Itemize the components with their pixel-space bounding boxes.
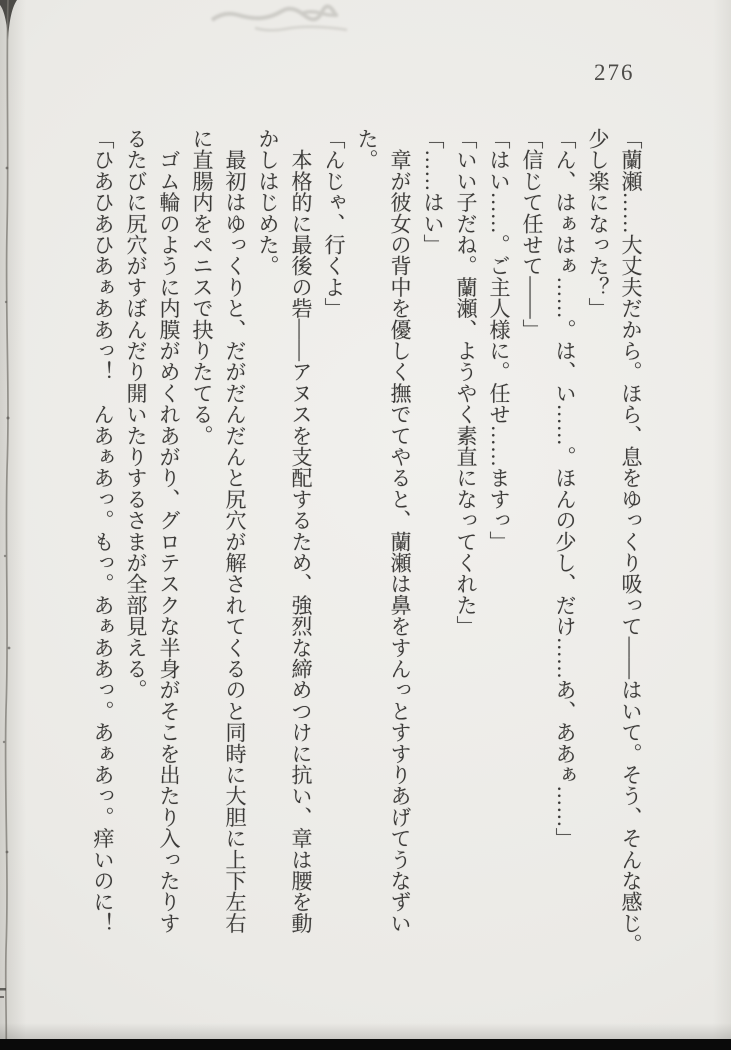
- text-line: に直腸内をペニスで抉りたてる。: [190, 128, 214, 446]
- text-line: 「蘭瀬……大丈夫だから。ほら、息をゆっくり吸って――はいて。そう、そんな感じ。: [619, 128, 643, 955]
- text-line: 「いい子だね。蘭瀬、ようやく素直になってくれた」: [454, 128, 478, 637]
- text-line: ゴム輪のように内膜がめくれあがり、グロテスクな半身がそこを出たり入ったりす: [157, 128, 181, 934]
- text-line: 「はい……。ご主人様に。任せ……ますっ」: [487, 128, 511, 552]
- ink-bleed-smudge: [0, 0, 731, 60]
- text-line: 「……はい」: [421, 128, 445, 256]
- text-line: 「信じて任せて――」: [520, 128, 544, 340]
- text-line: 「んじゃ、行くよ」: [322, 128, 346, 319]
- text-line: るたびに尻穴がすぼんだり開いたりするさまが全部見える。: [124, 128, 148, 701]
- text-line: 「ん、はぁはぁ……。は、い……。ほんの少し、だけ……あ、ああぁ……」: [553, 128, 577, 849]
- text-line: 章が彼女の背中を優しく撫でてやると、蘭瀬は鼻をすんっとすすりあげてうなずい: [388, 128, 412, 934]
- text-line: 本格的に最後の砦――アヌスを支配するため、強烈な締めつけに抗い、章は腰を動: [289, 128, 313, 934]
- page-text-block: [85, 128, 647, 990]
- text-line: 少し楽になった？」: [586, 128, 610, 319]
- page-number: 276: [594, 60, 635, 85]
- text-line: 最初はゆっくりと、だがだんだんと尻穴が解されてくるのと同時に大胆に上下左右: [223, 128, 247, 934]
- scan-binding-edge: [0, 0, 22, 1050]
- text-line: 「ひあひあひあぁああっ！ んあぁあっ。もっ。あぁああっ。あぁあっ。痒いのに！: [91, 128, 115, 934]
- text-line: た。: [355, 128, 379, 171]
- scan-bottom-edge: [0, 1039, 731, 1050]
- text-line: かしはじめた。: [256, 128, 280, 277]
